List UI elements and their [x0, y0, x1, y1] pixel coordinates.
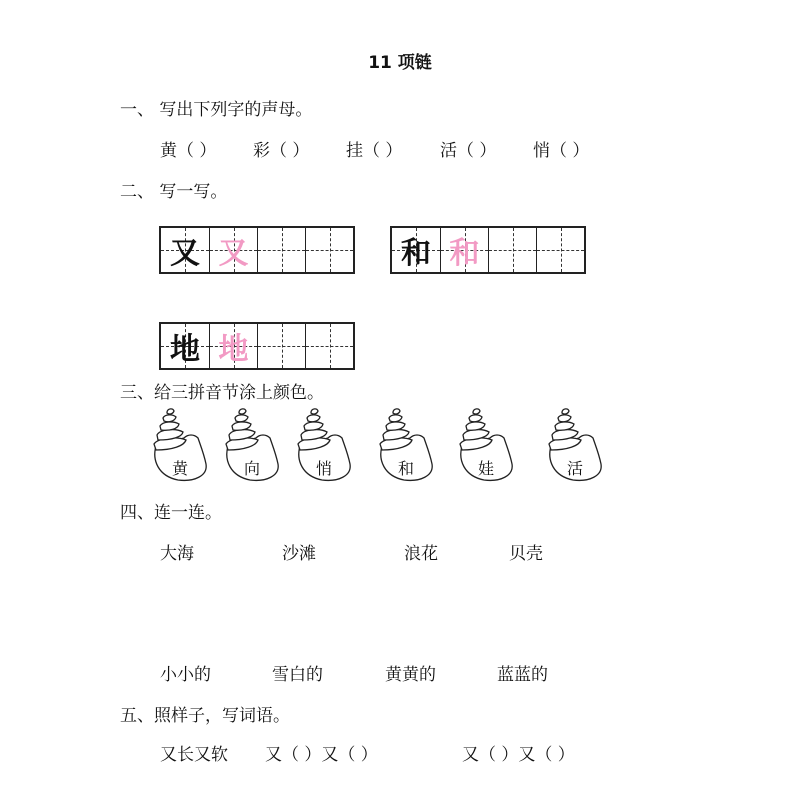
- shell-label: 悄: [316, 459, 333, 478]
- writing-grid-2: [390, 226, 586, 274]
- shell[interactable]: [454, 404, 518, 484]
- grid-cell-model: [161, 324, 209, 368]
- shell-label: 和: [398, 459, 415, 478]
- grid-cell-blank[interactable]: [305, 324, 353, 368]
- grid-cell-trace: [209, 228, 257, 272]
- match-top-word[interactable]: 贝壳: [509, 544, 543, 564]
- shell-label: 娃: [478, 459, 495, 478]
- model-char: 和: [401, 236, 431, 271]
- writing-grid-1: [159, 226, 355, 274]
- grid-cell-trace: [209, 324, 257, 368]
- q1-item: 挂（ ）: [346, 141, 403, 161]
- shell[interactable]: [292, 404, 356, 484]
- grid-cell-model: [392, 228, 440, 272]
- q1-heading: 一、 写出下列字的声母。: [120, 100, 313, 120]
- match-bottom-word[interactable]: 蓝蓝的: [497, 665, 548, 685]
- grid-cell-model: [161, 228, 209, 272]
- match-top-word[interactable]: 沙滩: [282, 544, 316, 564]
- q1-item: 彩（ ）: [253, 141, 310, 161]
- grid-cell-blank[interactable]: [305, 228, 353, 272]
- model-char: 又: [170, 236, 200, 271]
- match-bottom-word[interactable]: 雪白的: [272, 665, 323, 685]
- page-title: 11 项链: [368, 53, 432, 73]
- q2-heading: 二、 写一写。: [120, 182, 228, 202]
- writing-grid-3: [159, 322, 355, 370]
- match-top-word[interactable]: 浪花: [404, 544, 438, 564]
- match-bottom-word[interactable]: 小小的: [160, 665, 211, 685]
- q5-blank-2[interactable]: 又（ ）又（ ）: [462, 745, 575, 765]
- grid-cell-trace: [440, 228, 488, 272]
- match-top-word[interactable]: 大海: [160, 544, 194, 564]
- shell-label: 活: [567, 459, 584, 478]
- grid-cell-blank[interactable]: [536, 228, 584, 272]
- shell[interactable]: [148, 404, 212, 484]
- model-char: 地: [170, 332, 200, 367]
- q1-item: 悄（ ）: [533, 141, 590, 161]
- q4-heading: 四、连一连。: [120, 503, 222, 523]
- match-bottom-word[interactable]: 黄黄的: [385, 665, 436, 685]
- q1-item: 黄（ ）: [160, 141, 217, 161]
- q5-blank-1[interactable]: 又（ ）又（ ）: [265, 745, 378, 765]
- trace-char: 又: [218, 236, 249, 271]
- trace-char: 和: [449, 236, 480, 271]
- shell[interactable]: [543, 404, 607, 484]
- grid-cell-blank[interactable]: [488, 228, 536, 272]
- grid-cell-blank[interactable]: [257, 228, 305, 272]
- q3-heading: 三、给三拼音节涂上颜色。: [120, 383, 324, 403]
- q1-item: 活（ ）: [440, 141, 497, 161]
- shell-label: 向: [244, 459, 261, 478]
- grid-cell-blank[interactable]: [257, 324, 305, 368]
- shell-label: 黄: [172, 459, 189, 478]
- shell[interactable]: [220, 404, 284, 484]
- q5-heading: 五、照样子，写词语。: [120, 706, 290, 726]
- q5-example: 又长又软: [160, 745, 228, 765]
- shell[interactable]: [374, 404, 438, 484]
- trace-char: 地: [218, 332, 249, 367]
